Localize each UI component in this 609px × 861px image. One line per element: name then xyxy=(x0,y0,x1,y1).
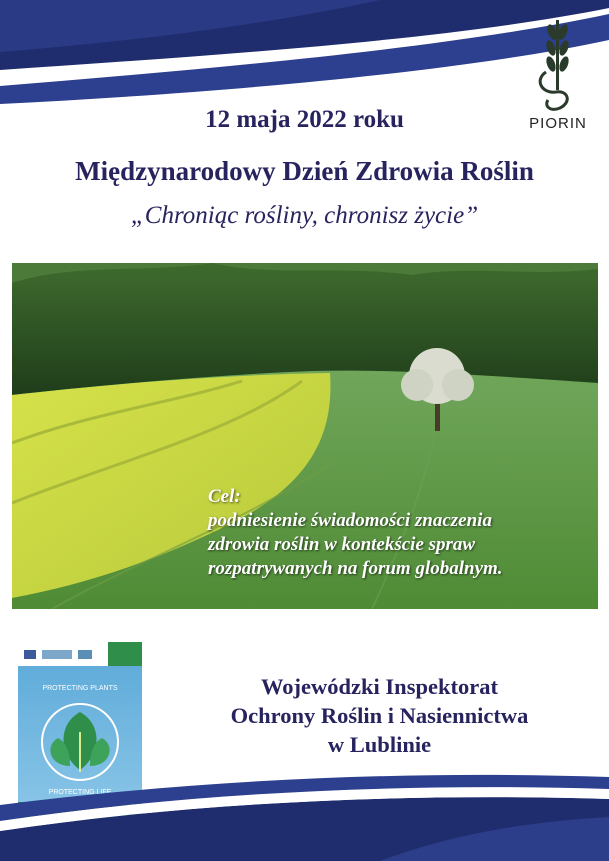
event-date: 12 maja 2022 roku xyxy=(205,106,404,133)
page-title: Międzynarodowy Dzień Zdrowia Roślin xyxy=(75,156,534,186)
goal-line: podniesienie świadomości znaczenia xyxy=(208,510,492,531)
book-title-bottom: PROTECTING LIFE xyxy=(48,789,112,796)
institution-line: Ochrony Roślin i Nasiennictwa xyxy=(230,703,529,728)
book-title-top: PROTECTING PLANTS xyxy=(42,685,118,692)
top-banner xyxy=(0,0,609,110)
motto: „Chroniąc rośliny, chronisz życie” xyxy=(130,202,479,229)
institution-name xyxy=(150,672,609,759)
goal-line: zdrowia roślin w kontekście spraw xyxy=(208,534,476,555)
goal-text xyxy=(208,485,598,581)
institution-line: w Lublinie xyxy=(327,732,432,757)
bottom-banner xyxy=(0,771,609,861)
logo-text: PIORIN xyxy=(529,115,587,132)
goal-heading: Cel: xyxy=(208,486,241,507)
institution-line: Wojewódzki Inspektorat xyxy=(261,674,498,699)
goal-line: rozpatrywanych na forum globalnym. xyxy=(208,558,503,579)
